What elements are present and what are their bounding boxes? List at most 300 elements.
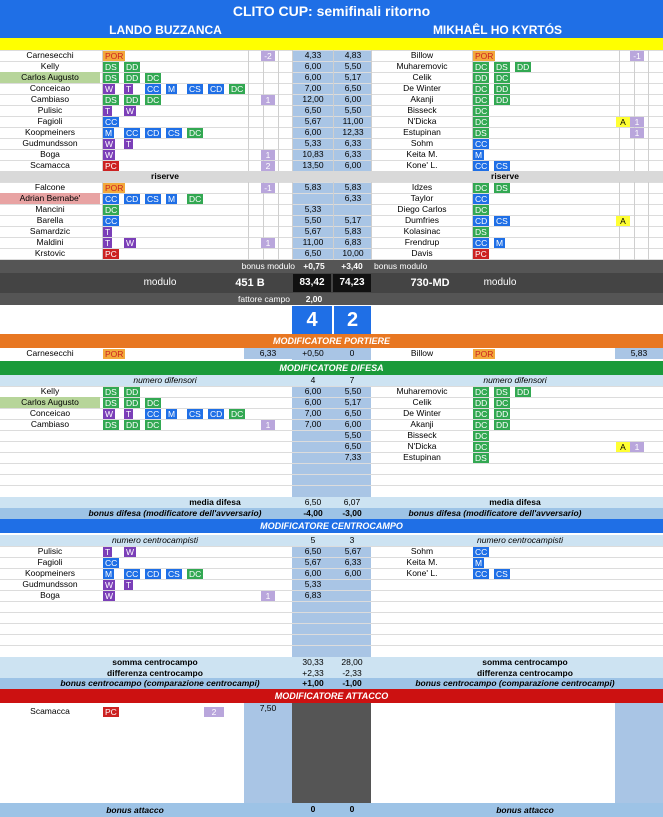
player-vote: 6,00 [304, 61, 322, 71]
player-vote: 5,50 [344, 386, 362, 396]
role-badge: DC [475, 409, 488, 419]
role-badge: CS [496, 216, 508, 226]
role-badge: DC [189, 194, 202, 204]
player-vote: 6,00 [304, 397, 322, 407]
role-badge: W [105, 409, 114, 419]
player-vote: 7,00 [304, 408, 322, 418]
player-vote: 5,17 [344, 72, 362, 82]
role-badge: POR [105, 183, 124, 193]
player-name: Kone' L. [406, 568, 438, 578]
bench-badge: 1 [630, 128, 644, 138]
player-vote: 6,33 [344, 557, 362, 567]
role-badge: T [105, 547, 111, 557]
player-name: Gudmundsson [22, 579, 78, 589]
player-vote: 6,33 [344, 138, 362, 148]
modulo-away: 730-MD [410, 277, 450, 289]
player-vote: 6,83 [304, 590, 322, 600]
role-badge: CC [147, 84, 160, 94]
role-badge: W [105, 580, 114, 590]
player-name: Pulisic [37, 546, 63, 556]
role-badge: DC [189, 569, 202, 579]
role-badge: DC [147, 73, 160, 83]
role-badge: T [126, 84, 132, 94]
player-vote: 5,67 [304, 226, 322, 236]
role-badge: DC [475, 84, 488, 94]
player-name: Gudmundsson [22, 138, 78, 148]
role-badge: DS [105, 95, 117, 105]
player-vote: 5,17 [344, 215, 362, 225]
player-name: Maldini [36, 237, 64, 247]
player-name: Barella [36, 215, 64, 225]
total-away: 74,23 [333, 274, 371, 292]
role-badge: DD [126, 95, 139, 105]
role-badge: T [126, 139, 132, 149]
role-badge: M [168, 409, 176, 419]
role-badge: DC [105, 205, 118, 215]
page-title: CLITO CUP: semifinali ritorno [0, 0, 663, 22]
mid-bonus-home: +1,00 [302, 678, 324, 688]
gk-home-vote: 6,33 [244, 348, 292, 359]
role-badge: CS [168, 569, 180, 579]
def-bonus-home: -4,00 [303, 508, 323, 518]
gk-home-bonus: +0,50 [302, 348, 324, 358]
role-badge: M [168, 84, 176, 94]
role-badge: CS [189, 409, 201, 419]
role-badge: DS [475, 453, 487, 463]
grid-vline [634, 50, 635, 262]
player-name: Kone' L. [406, 160, 438, 170]
bench-badge: -1 [630, 51, 644, 61]
player-name: Fagioli [37, 116, 63, 126]
grid-line [0, 430, 663, 431]
player-vote: 6,00 [304, 127, 322, 137]
bench-badge: 1 [261, 150, 275, 160]
role-badge: CD [147, 569, 160, 579]
att-vote-col-home [244, 703, 292, 803]
role-badge: DC [475, 442, 488, 452]
mid-somma-label-home: somma centrocampo [112, 657, 198, 667]
role-badge: PC [475, 249, 487, 259]
grid-vline [248, 50, 249, 262]
grid-line [0, 485, 663, 486]
role-badge: CC [105, 194, 118, 204]
player-name: Adrian Bernabe' [0, 193, 100, 204]
role-badge: W [105, 84, 114, 94]
player-vote: 6,00 [344, 568, 362, 578]
role-badge: DD [517, 62, 530, 72]
def-bonus-label-away: bonus difesa (modificatore dell'avversario) [408, 508, 582, 518]
role-badge: M [475, 558, 483, 568]
grid-vline [648, 50, 649, 262]
player-name: Koopmeiners [24, 127, 76, 137]
role-badge: DS [496, 62, 508, 72]
grid-vline [619, 50, 620, 262]
player-name: Koopmeiners [24, 568, 76, 578]
role-badge: DC [475, 431, 488, 441]
player-name: Keita M. [406, 149, 438, 159]
player-vote: 12,33 [342, 127, 364, 137]
role-badge: DS [105, 73, 117, 83]
player-vote: 6,00 [344, 419, 362, 429]
role-badge: DC [147, 420, 160, 430]
role-badge: DC [475, 117, 488, 127]
gk-home-role: POR [105, 349, 124, 359]
section-title: MODIFICATORE PORTIERE [0, 334, 663, 348]
player-name: Kolasinac [403, 226, 441, 236]
role-badge: DC [475, 106, 488, 116]
bench-badge: 1 [630, 442, 644, 452]
role-badge: DC [189, 128, 202, 138]
def-count-home: 4 [310, 375, 316, 385]
flag-badge: A [616, 216, 630, 226]
role-badge: DC [231, 84, 244, 94]
role-badge: CC [475, 238, 488, 248]
role-badge: M [475, 150, 483, 160]
role-badge: T [105, 106, 111, 116]
player-vote: 6,83 [344, 237, 362, 247]
flag-badge: A [616, 442, 630, 452]
player-name: Billow [410, 50, 434, 60]
player-vote: 11,00 [342, 116, 364, 126]
modulo-home: 451 B [235, 277, 265, 289]
player-vote: 6,00 [304, 72, 322, 82]
def-label-home: numero difensori [133, 375, 197, 385]
role-badge: CC [105, 216, 118, 226]
player-name: Dumfries [404, 215, 439, 225]
player-name: Akanji [410, 94, 434, 104]
role-badge: DS [475, 128, 487, 138]
mid-somma-label-away: somma centrocampo [482, 657, 568, 667]
role-badge: CC [475, 161, 488, 171]
teams-header [0, 22, 663, 38]
att-vote-col-away [615, 703, 663, 803]
player-vote: 13,50 [302, 160, 324, 170]
mid-somma-away: 28,00 [341, 657, 363, 667]
section-title: MODIFICATORE ATTACCO [0, 689, 663, 703]
player-name: Conceicao [29, 83, 71, 93]
role-badge: PC [105, 161, 117, 171]
player-vote [293, 193, 333, 204]
player-vote: 7,00 [304, 419, 322, 429]
role-badge: DC [496, 398, 509, 408]
reserves-label-home: riserve [151, 171, 179, 181]
role-badge: CS [189, 84, 201, 94]
role-badge: W [105, 150, 114, 160]
player-vote: 11,00 [302, 237, 324, 247]
player-vote: 5,17 [344, 397, 362, 407]
player-vote: 5,83 [344, 182, 362, 192]
player-name: Scamacca [30, 160, 70, 170]
bonus-modulo-home: +0,75 [303, 261, 325, 271]
mid-label-home: numero centrocampisti [112, 535, 198, 545]
role-badge: DC [147, 398, 160, 408]
mid-bonus-away: -1,00 [342, 678, 362, 688]
away-team-name: MIKHAÊL HO KYRTÓS [432, 23, 563, 37]
fattore-value: 2,00 [305, 294, 323, 304]
player-name: N'Dicka [407, 441, 437, 451]
player-name: Bisseck [407, 430, 437, 440]
role-badge: CD [210, 84, 223, 94]
grid-line [0, 645, 663, 646]
role-badge: W [126, 547, 135, 557]
role-badge: DC [475, 205, 488, 215]
def-media-label-away: media difesa [489, 497, 541, 507]
player-vote: 5,50 [344, 61, 362, 71]
player-vote: 6,50 [344, 441, 362, 451]
player-vote: 6,33 [344, 149, 362, 159]
gk-away-name: Billow [410, 348, 434, 358]
role-badge: M [496, 238, 504, 248]
grid-line [0, 634, 663, 635]
role-badge: CD [147, 128, 160, 138]
mid-label-away: numero centrocampisti [477, 535, 563, 545]
role-badge: CC [105, 558, 118, 568]
player-vote: 6,00 [304, 386, 322, 396]
player-vote: 5,50 [344, 105, 362, 115]
player-name: Carlos Augusto [0, 397, 100, 408]
grid-line [0, 452, 663, 453]
player-vote: 6,50 [304, 546, 322, 556]
player-name: Estupinan [403, 127, 441, 137]
player-vote: 10,00 [342, 248, 364, 258]
att-home-name: Scamacca [30, 706, 70, 716]
player-vote: 5,33 [304, 138, 322, 148]
grid-line [0, 441, 663, 442]
player-name: Mancini [35, 204, 65, 214]
bonus-modulo-away: +3,40 [341, 261, 363, 271]
role-badge: DC [475, 183, 488, 193]
role-badge: W [126, 106, 135, 116]
role-badge: DC [475, 95, 488, 105]
role-badge: CS [168, 128, 180, 138]
player-vote: 6,50 [344, 83, 362, 93]
role-badge: DS [105, 62, 117, 72]
role-badge: CC [105, 117, 118, 127]
gk-away-bonus: 0 [349, 348, 355, 358]
role-badge: W [105, 139, 114, 149]
player-name: Falcone [34, 182, 66, 192]
role-badge: POR [105, 51, 124, 61]
def-media-home: 6,50 [304, 497, 322, 507]
role-badge: DD [126, 62, 139, 72]
player-name: Samardzic [29, 226, 71, 236]
player-name: Cambiaso [30, 94, 70, 104]
role-badge: T [105, 238, 111, 248]
player-name: Taylor [410, 193, 434, 203]
role-badge: PC [105, 249, 117, 259]
role-badge: W [105, 591, 114, 601]
att-bonus-label-away: bonus attacco [496, 805, 554, 815]
bench-badge: 1 [261, 420, 275, 430]
role-badge: DD [517, 387, 530, 397]
player-vote: 10,83 [302, 149, 324, 159]
player-vote: 6,00 [304, 568, 322, 578]
reserves-label-away: riserve [491, 171, 519, 181]
role-badge: DC [475, 387, 488, 397]
player-vote: 6,50 [304, 248, 322, 258]
role-badge: DD [126, 73, 139, 83]
player-name: Akanji [410, 419, 434, 429]
mid-count-home: 5 [310, 535, 316, 545]
player-vote: 7,00 [304, 83, 322, 93]
role-badge: CC [147, 409, 160, 419]
player-name: Cambiaso [30, 419, 70, 429]
player-name: N'Dicka [407, 116, 437, 126]
role-badge: M [105, 569, 113, 579]
role-badge: DD [496, 409, 509, 419]
role-badge: DS [105, 387, 117, 397]
player-name: Carnesecchi [26, 50, 74, 60]
role-badge: DC [475, 62, 488, 72]
role-badge: W [126, 238, 135, 248]
role-badge: DC [496, 73, 509, 83]
role-badge: CC [126, 569, 139, 579]
att-col-away [333, 703, 371, 803]
role-badge: DD [496, 95, 509, 105]
bench-badge: 2 [261, 161, 275, 171]
player-name: Sohm [410, 138, 434, 148]
role-badge: M [105, 128, 113, 138]
modulo-label-home: modulo [143, 277, 177, 288]
player-name: De Winter [403, 83, 441, 93]
role-badge: CC [475, 139, 488, 149]
player-name: Muharemovic [396, 61, 448, 71]
role-badge: CD [210, 409, 223, 419]
player-vote: 5,67 [304, 557, 322, 567]
bench-badge: -2 [261, 51, 275, 61]
role-badge: CD [126, 194, 139, 204]
def-label-away: numero difensori [483, 375, 547, 385]
modulo-label-away: modulo [483, 277, 517, 288]
player-vote: 5,67 [344, 546, 362, 556]
score-away: 2 [334, 306, 371, 334]
player-vote: 5,67 [304, 116, 322, 126]
grid-line [0, 601, 663, 602]
player-vote: 5,50 [344, 430, 362, 440]
grid-line [0, 474, 663, 475]
player-name: Sohm [410, 546, 434, 556]
player-name: Celik [412, 72, 432, 82]
role-badge: CD [475, 216, 488, 226]
mid-somma-home: 30,33 [302, 657, 324, 667]
player-name: Fagioli [37, 557, 63, 567]
bench-badge: 1 [630, 117, 644, 127]
att-home-vote: 7,50 [259, 703, 277, 713]
player-name: Diego Carlos [397, 204, 447, 214]
player-name: Conceicao [29, 408, 71, 418]
player-vote: 6,33 [344, 193, 362, 203]
role-badge: M [168, 194, 176, 204]
role-badge: CS [147, 194, 159, 204]
player-name: Krstovic [34, 248, 66, 258]
player-vote: 12,00 [302, 94, 324, 104]
role-badge: T [126, 409, 132, 419]
bench-badge: 1 [261, 238, 275, 248]
player-name: Boga [40, 149, 60, 159]
mid-diff-home: +2,33 [302, 668, 324, 678]
flag-badge: A [616, 117, 630, 127]
player-name: Frendrup [404, 237, 440, 247]
role-badge: DS [475, 227, 487, 237]
role-badge: DS [105, 420, 117, 430]
gk-away-vote: 5,83 [615, 348, 663, 359]
role-badge: DD [475, 398, 488, 408]
role-badge: DD [126, 398, 139, 408]
role-badge: DD [126, 387, 139, 397]
gk-away-role: POR [475, 349, 494, 359]
column-header [0, 38, 663, 50]
home-team-name: LANDO BUZZANCA [109, 23, 222, 37]
att-home-bench: 2 [204, 707, 224, 717]
role-badge: CC [475, 194, 488, 204]
player-vote: 6,00 [344, 160, 362, 170]
player-name: Keita M. [406, 557, 438, 567]
player-vote: 6,50 [344, 408, 362, 418]
section-title: MODIFICATORE CENTROCAMPO [0, 519, 663, 533]
mid-bonus-label-away: bonus centrocampo (comparazione centrocampi) [415, 678, 615, 688]
modulo-bar [0, 273, 663, 293]
att-col-home [292, 703, 333, 803]
player-name: Bisseck [407, 105, 437, 115]
role-badge: DC [475, 420, 488, 430]
role-badge: POR [475, 51, 494, 61]
player-vote: 7,33 [344, 452, 362, 462]
player-vote: 5,33 [304, 204, 322, 214]
role-badge: DS [496, 387, 508, 397]
role-badge: T [105, 227, 111, 237]
att-bonus-label-home: bonus attacco [106, 805, 164, 815]
mid-count-away: 3 [349, 535, 355, 545]
fattore-label: fattore campo [238, 294, 290, 304]
att-bonus-home: 0 [310, 804, 316, 814]
role-badge: DD [126, 420, 139, 430]
player-name: Carlos Augusto [0, 72, 100, 83]
grid-vline [278, 50, 279, 262]
player-vote: 6,50 [304, 105, 322, 115]
role-badge: DD [496, 420, 509, 430]
grid-line [0, 463, 663, 464]
role-badge: CC [126, 128, 139, 138]
def-count-away: 7 [349, 375, 355, 385]
player-name: Celik [412, 397, 432, 407]
def-bonus-away: -3,00 [342, 508, 362, 518]
player-vote: 6,00 [344, 94, 362, 104]
role-badge: CS [496, 161, 508, 171]
def-bonus-label-home: bonus difesa (modificatore dell'avversario) [88, 508, 262, 518]
role-badge: DC [147, 95, 160, 105]
total-home: 83,42 [293, 274, 331, 292]
player-vote: 4,33 [304, 50, 322, 60]
mid-bonus-label-home: bonus centrocampo (comparazione centrocampi) [60, 678, 260, 688]
bench-badge: 1 [261, 591, 275, 601]
role-badge: CC [475, 569, 488, 579]
role-badge: DS [105, 398, 117, 408]
player-vote: 5,83 [304, 182, 322, 192]
role-badge: DD [496, 84, 509, 94]
bench-badge: -1 [261, 183, 275, 193]
role-badge: T [126, 580, 132, 590]
player-name: Estupinan [403, 452, 441, 462]
mid-diff-label-away: differenza centrocampo [477, 668, 573, 678]
gk-home-name: Carnesecchi [26, 348, 74, 358]
player-vote: 5,50 [304, 215, 322, 225]
bonus-modulo-label: bonus modulo [241, 261, 295, 271]
bonus-modulo-label-away: bonus modulo [374, 261, 428, 271]
role-badge: CS [496, 569, 508, 579]
att-home-role: PC [105, 707, 117, 717]
player-name: Idzes [411, 182, 433, 192]
section-title: MODIFICATORE DIFESA [0, 361, 663, 375]
